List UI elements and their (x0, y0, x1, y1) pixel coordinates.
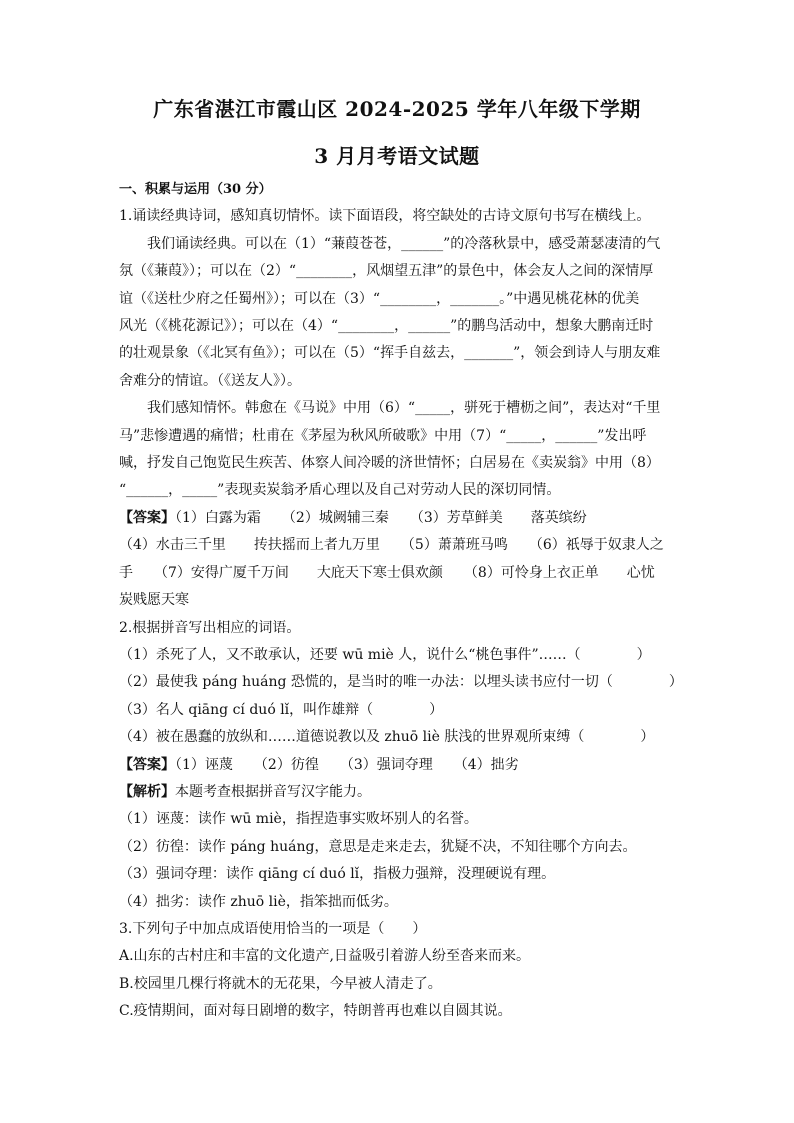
q2-item: （2）最使我 páng huáng 恐慌的，是当时的唯一办法：以埋头读书应付一切（ ） (119, 674, 683, 691)
q1-para1-line: 的壮观景象（《北冥有鱼》）；可以在（5）“挥手自兹去，_______”，领会到诗人与朋友难 (119, 345, 661, 362)
question-1-stem: 1.诵读经典诗词，感知真切情怀。读下面语段，将空缺处的古诗文原句书写在横线上。 (119, 208, 651, 225)
q1-answer-line: 炭贱愿天寒 (119, 592, 189, 609)
q3-option-b: B.校园里几棵行将就木的无花果，今早被人清走了。 (119, 975, 442, 992)
q1-para1-line: 风光（《桃花源记》）；可以在（4）“________，______”的鹏鸟活动中，想象大鹏南迁时 (119, 318, 654, 335)
question-2-stem: 2.根据拼音写出相应的词语。 (119, 619, 301, 636)
q1-para2-line: 我们感知情怀。韩愈在《马说》中用（6）“_____，骈死于槽枥之间”，表达对“千里 (147, 400, 661, 417)
document-body (119, 176, 683, 1026)
q2-analysis-item: （1）诬蔑：读作 wū miè，指捏造事实败坏别人的名誉。 (119, 811, 478, 828)
q1-para1-line: 舍难分的情谊。（《送友人》）。 (119, 372, 301, 389)
q1-answer-line (119, 505, 679, 532)
answer-tag: 【答案】 (119, 509, 175, 526)
document-title-line1: 广东省湛江市霞山区 2024-2025 学年八年级下学期 (153, 97, 641, 121)
q2-item: （4）被在愚蠢的放纵和……道德说教以及 zhuō liè 肤浅的世界观所束缚（ ） (119, 729, 655, 746)
q2-analysis-line (119, 779, 679, 806)
q3-option-c: C.疫情期间，面对每日剧增的数字，特朗普再也难以自圆其说。 (119, 1003, 512, 1020)
q1-para1-line: 氛（《蒹葭》）；可以在（2）“________，风烟望五津”的景色中，体会友人之间的深情厚 (119, 263, 654, 280)
q2-answer-line (119, 752, 679, 779)
q1-answer-line: （4）水击三千里 抟扶摇而上者九万里 （5）萧萧班马鸣 （6）祇辱于奴隶人之 (119, 537, 664, 554)
q1-para2-line: 喊，抒发自己饱览民生疾苦、体察人间冷暖的济世情怀；白居易在《卖炭翁》中用（8） (119, 455, 660, 472)
analysis-tag: 【解析】 (119, 783, 175, 800)
q2-analysis-item: （2）彷徨：读作 páng huáng，意思是走来走去，犹疑不决，不知往哪个方向去。 (119, 838, 637, 855)
answer-tag: 【答案】 (119, 756, 175, 773)
q3-option-a: A.山东的古村庄和丰富的文化遗产,日益吸引着游人纷至沓来而来。 (119, 948, 531, 965)
q1-para1-line: 谊（《送杜少府之任蜀州》）；可以在（3）“________，_______。”中遇见桃花林的优美 (119, 290, 640, 307)
q2-item: （3）名人 qiāng cí duó lǐ，叫作雄辩（ ） (119, 701, 444, 718)
q1-para2-line: 马”悲惨遭遇的痛惜；杜甫在《茅屋为秋风所破歌》中用（7）“_____，______”发出呼 (119, 427, 647, 444)
q2-item: （1）杀死了人，又不敢承认，还要 wū miè 人，说什么“桃色事件”……（ ） (119, 646, 651, 663)
q1-answer-line: 手 （7）安得广厦千万间 大庇天下寒士俱欢颜 （8）可怜身上衣正单 心忧 (119, 564, 655, 581)
q2-analysis-item: （4）拙劣：读作 zhuō liè，指笨拙而低劣。 (119, 893, 398, 910)
q1-para1-line: 我们诵读经典。可以在（1）“蒹葭苍苍，______”的冷落秋景中，感受萧瑟凄清的气 (147, 235, 661, 252)
question-3-stem: 3.下列句子中加点成语使用恰当的一项是（ ） (119, 920, 427, 937)
q2-answer-text: （1）诬蔑 （2）彷徨 （3）强词夺理 （4）拙劣 (175, 756, 519, 773)
document-title-line2: 3 月月考语文试题 (314, 144, 480, 168)
q2-analysis-text: 本题考查根据拼音写汉字能力。 (175, 783, 371, 800)
q1-answer-text: （1）白露为霜 （2）城阙辅三秦 （3）芳草鲜美 落英缤纷 (175, 509, 587, 526)
q2-analysis-item: （3）强词夺理：读作 qiāng cí duó lǐ，指极力强辩，没理硬说有理。 (119, 866, 556, 883)
section-heading: 一、积累与运用（30 分） (119, 182, 272, 197)
q1-para2-line: “______，_____”表现卖炭翁矛盾心理以及自己对劳动人民的深切同情。 (119, 482, 561, 499)
